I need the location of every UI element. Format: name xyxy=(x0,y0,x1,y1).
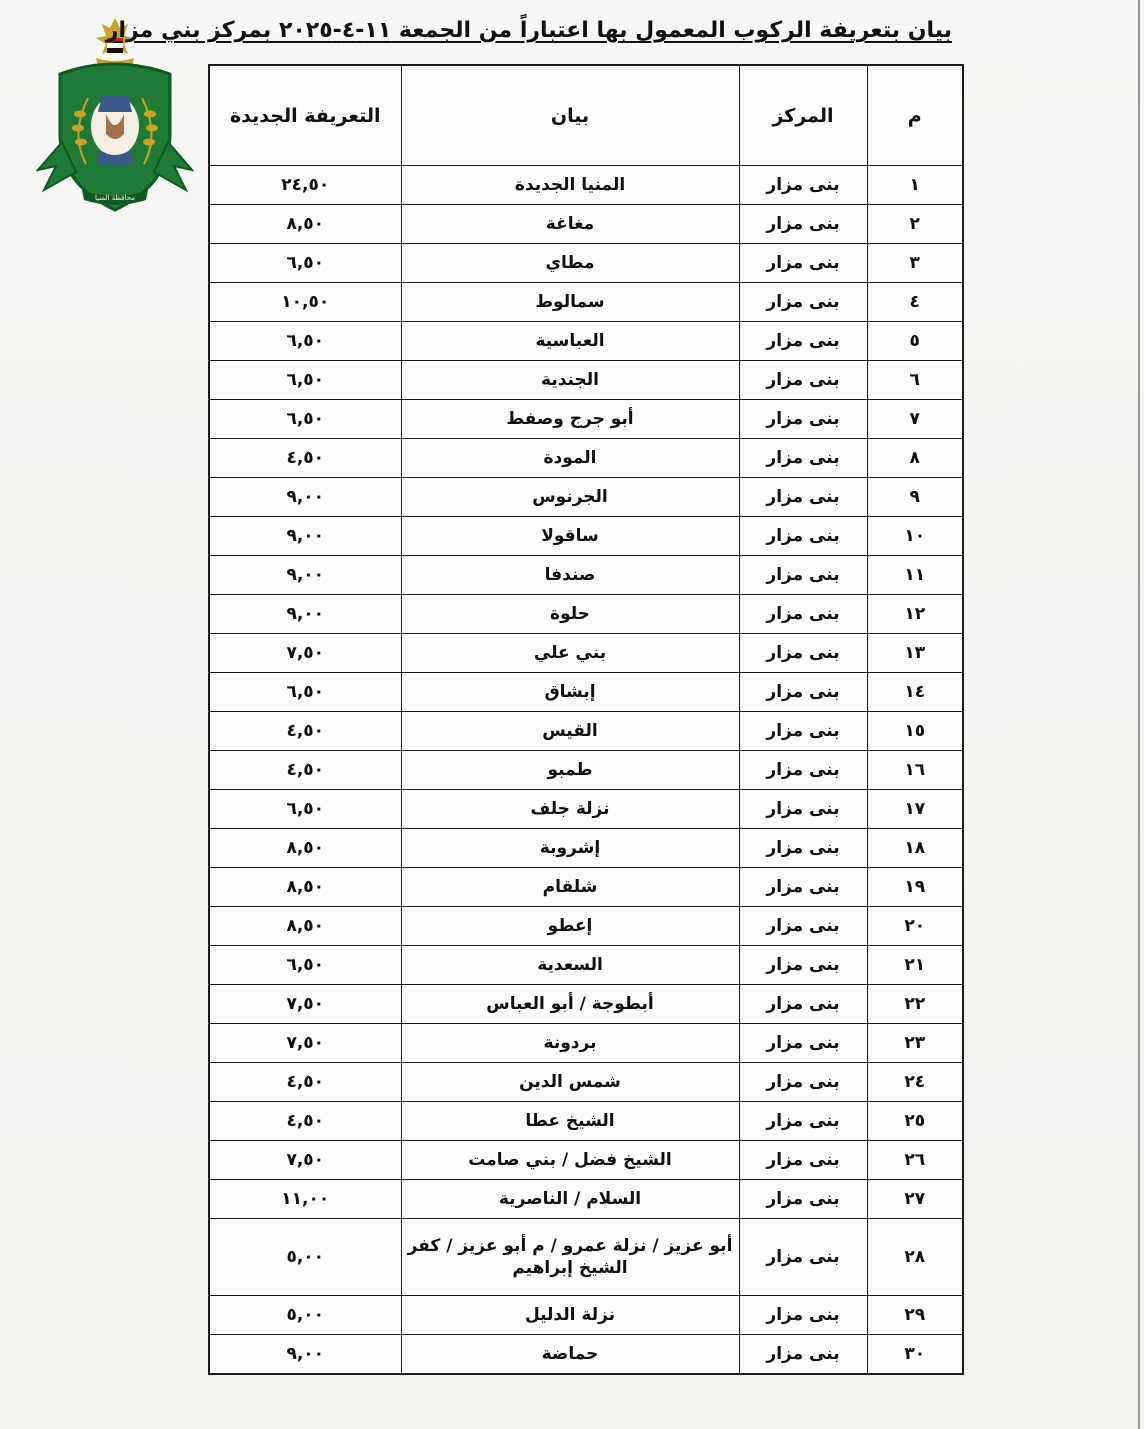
row-center-cell: بنى مزار xyxy=(739,634,867,673)
row-fare-cell: ٨,٥٠ xyxy=(209,868,401,907)
row-fare-cell: ٤,٥٠ xyxy=(209,751,401,790)
row-description-cell: القيس xyxy=(401,712,739,751)
row-num-cell: ٣٠ xyxy=(867,1335,963,1375)
row-num-cell: ٢ xyxy=(867,205,963,244)
row-num-cell: ١١ xyxy=(867,556,963,595)
table-row xyxy=(209,1180,963,1219)
row-center-cell: بنى مزار xyxy=(739,1296,867,1335)
row-fare-cell: ٩,٠٠ xyxy=(209,478,401,517)
row-description-cell: بني علي xyxy=(401,634,739,673)
table-row xyxy=(209,634,963,673)
row-description-cell: نزلة الدليل xyxy=(401,1296,739,1335)
table-row xyxy=(209,595,963,634)
row-num-cell: ١٠ xyxy=(867,517,963,556)
row-num-cell: ١٢ xyxy=(867,595,963,634)
row-num-cell: ٧ xyxy=(867,400,963,439)
table-body xyxy=(209,166,963,1375)
row-description-cell: شلقام xyxy=(401,868,739,907)
table-row xyxy=(209,1141,963,1180)
row-center-cell: بنى مزار xyxy=(739,205,867,244)
row-fare-cell: ٩,٠٠ xyxy=(209,556,401,595)
row-num-cell: ٢٥ xyxy=(867,1102,963,1141)
row-fare-cell: ٤,٥٠ xyxy=(209,712,401,751)
row-description-cell: المنيا الجديدة xyxy=(401,166,739,205)
header-num: م xyxy=(867,65,963,166)
row-fare-cell: ٩,٠٠ xyxy=(209,517,401,556)
row-description-cell: مغاغة xyxy=(401,205,739,244)
row-center-cell: بنى مزار xyxy=(739,283,867,322)
row-fare-cell: ٦,٥٠ xyxy=(209,673,401,712)
row-description-cell: طمبو xyxy=(401,751,739,790)
row-center-cell: بنى مزار xyxy=(739,985,867,1024)
header-new-fare: التعريفة الجديدة xyxy=(209,65,401,166)
row-description-cell: سمالوط xyxy=(401,283,739,322)
table-row xyxy=(209,907,963,946)
row-description-cell: أبطوجة / أبو العباس xyxy=(401,985,739,1024)
document-title: بيان بتعريفة الركوب المعمول بها اعتباراً من الجمعة ١١-٤-٢٠٢٥ بمركز بني مزار xyxy=(105,18,952,43)
row-fare-cell: ٦,٥٠ xyxy=(209,946,401,985)
table-row xyxy=(209,790,963,829)
row-description-cell: مطاي xyxy=(401,244,739,283)
row-description-cell: بردونة xyxy=(401,1024,739,1063)
emblem-caption: محافظة المنيا xyxy=(95,194,135,202)
row-center-cell: بنى مزار xyxy=(739,751,867,790)
row-fare-cell: ٧,٥٠ xyxy=(209,1024,401,1063)
table-row xyxy=(209,400,963,439)
page-edge-line xyxy=(1138,0,1140,1429)
table-row xyxy=(209,166,963,205)
table-row xyxy=(209,478,963,517)
row-fare-cell: ٥,٠٠ xyxy=(209,1296,401,1335)
row-center-cell: بنى مزار xyxy=(739,478,867,517)
row-description-cell: حلوة xyxy=(401,595,739,634)
table-row xyxy=(209,1335,963,1375)
table-row xyxy=(209,517,963,556)
row-num-cell: ٣ xyxy=(867,244,963,283)
row-center-cell: بنى مزار xyxy=(739,517,867,556)
row-center-cell: بنى مزار xyxy=(739,790,867,829)
row-num-cell: ١٨ xyxy=(867,829,963,868)
row-description-cell: السعدية xyxy=(401,946,739,985)
row-description-cell: الجرنوس xyxy=(401,478,739,517)
row-num-cell: ٢٢ xyxy=(867,985,963,1024)
fare-table-container xyxy=(208,64,962,1375)
row-center-cell: بنى مزار xyxy=(739,946,867,985)
row-fare-cell: ٦,٥٠ xyxy=(209,244,401,283)
row-fare-cell: ٤,٥٠ xyxy=(209,439,401,478)
table-row xyxy=(209,556,963,595)
row-center-cell: بنى مزار xyxy=(739,1180,867,1219)
row-center-cell: بنى مزار xyxy=(739,595,867,634)
row-description-cell: الشيخ عطا xyxy=(401,1102,739,1141)
row-description-cell: ساقولا xyxy=(401,517,739,556)
row-num-cell: ٢٧ xyxy=(867,1180,963,1219)
row-center-cell: بنى مزار xyxy=(739,868,867,907)
row-center-cell: بنى مزار xyxy=(739,1141,867,1180)
table-row xyxy=(209,1063,963,1102)
row-num-cell: ١٤ xyxy=(867,673,963,712)
row-center-cell: بنى مزار xyxy=(739,166,867,205)
row-center-cell: بنى مزار xyxy=(739,400,867,439)
row-fare-cell: ٥,٠٠ xyxy=(209,1219,401,1296)
table-row xyxy=(209,361,963,400)
table-row xyxy=(209,829,963,868)
row-num-cell: ٢١ xyxy=(867,946,963,985)
table-row xyxy=(209,985,963,1024)
row-center-cell: بنى مزار xyxy=(739,1024,867,1063)
row-center-cell: بنى مزار xyxy=(739,361,867,400)
fare-table xyxy=(208,64,964,1375)
row-description-cell: صندفا xyxy=(401,556,739,595)
row-description-cell: حماضة xyxy=(401,1335,739,1375)
row-fare-cell: ٩,٠٠ xyxy=(209,1335,401,1375)
row-center-cell: بنى مزار xyxy=(739,907,867,946)
row-center-cell: بنى مزار xyxy=(739,712,867,751)
row-fare-cell: ١١,٠٠ xyxy=(209,1180,401,1219)
row-description-cell: أبو عزيز / نزلة عمرو / م أبو عزيز / كفر الشيخ إبراهيم xyxy=(401,1219,739,1296)
row-center-cell: بنى مزار xyxy=(739,1335,867,1375)
row-num-cell: ١٦ xyxy=(867,751,963,790)
row-fare-cell: ٤,٥٠ xyxy=(209,1063,401,1102)
row-center-cell: بنى مزار xyxy=(739,244,867,283)
row-description-cell: إبشاق xyxy=(401,673,739,712)
table-row xyxy=(209,751,963,790)
row-fare-cell: ٨,٥٠ xyxy=(209,907,401,946)
row-description-cell: نزلة جلف xyxy=(401,790,739,829)
table-row xyxy=(209,712,963,751)
table-row xyxy=(209,439,963,478)
row-center-cell: بنى مزار xyxy=(739,1063,867,1102)
row-num-cell: ١ xyxy=(867,166,963,205)
table-row xyxy=(209,946,963,985)
row-num-cell: ١٣ xyxy=(867,634,963,673)
row-description-cell: السلام / الناصرية xyxy=(401,1180,739,1219)
row-center-cell: بنى مزار xyxy=(739,829,867,868)
row-num-cell: ٦ xyxy=(867,361,963,400)
row-num-cell: ١٧ xyxy=(867,790,963,829)
nefertiti-bust-icon xyxy=(91,96,139,166)
header-center: المركز xyxy=(739,65,867,166)
row-fare-cell: ٧,٥٠ xyxy=(209,634,401,673)
row-fare-cell: ٤,٥٠ xyxy=(209,1102,401,1141)
row-description-cell: إعطو xyxy=(401,907,739,946)
row-description-cell: الجندية xyxy=(401,361,739,400)
row-num-cell: ٢٠ xyxy=(867,907,963,946)
row-center-cell: بنى مزار xyxy=(739,1102,867,1141)
row-fare-cell: ٦,٥٠ xyxy=(209,322,401,361)
row-fare-cell: ٦,٥٠ xyxy=(209,790,401,829)
table-header-row xyxy=(209,65,963,166)
table-row xyxy=(209,1024,963,1063)
row-fare-cell: ٩,٠٠ xyxy=(209,595,401,634)
row-description-cell: المودة xyxy=(401,439,739,478)
row-fare-cell: ٧,٥٠ xyxy=(209,1141,401,1180)
row-center-cell: بنى مزار xyxy=(739,673,867,712)
table-row xyxy=(209,868,963,907)
row-num-cell: ٤ xyxy=(867,283,963,322)
table-row xyxy=(209,205,963,244)
row-num-cell: ٢٨ xyxy=(867,1219,963,1296)
header-description: بيان xyxy=(401,65,739,166)
row-fare-cell: ٨,٥٠ xyxy=(209,205,401,244)
row-fare-cell: ٨,٥٠ xyxy=(209,829,401,868)
row-num-cell: ٢٦ xyxy=(867,1141,963,1180)
row-num-cell: ٩ xyxy=(867,478,963,517)
row-description-cell: الشيخ فضل / بني صامت xyxy=(401,1141,739,1180)
row-description-cell: إشروبة xyxy=(401,829,739,868)
row-center-cell: بنى مزار xyxy=(739,322,867,361)
table-row xyxy=(209,322,963,361)
row-center-cell: بنى مزار xyxy=(739,1219,867,1296)
row-num-cell: ١٩ xyxy=(867,868,963,907)
row-fare-cell: ٢٤,٥٠ xyxy=(209,166,401,205)
table-row xyxy=(209,1296,963,1335)
table-row xyxy=(209,244,963,283)
row-description-cell: شمس الدين xyxy=(401,1063,739,1102)
table-row xyxy=(209,1219,963,1296)
row-num-cell: ٢٩ xyxy=(867,1296,963,1335)
row-num-cell: ٥ xyxy=(867,322,963,361)
table-row xyxy=(209,673,963,712)
row-center-cell: بنى مزار xyxy=(739,439,867,478)
table-row xyxy=(209,1102,963,1141)
row-center-cell: بنى مزار xyxy=(739,556,867,595)
row-description-cell: أبو جرج وصفط xyxy=(401,400,739,439)
table-row xyxy=(209,283,963,322)
row-fare-cell: ٦,٥٠ xyxy=(209,400,401,439)
row-num-cell: ١٥ xyxy=(867,712,963,751)
row-num-cell: ٢٤ xyxy=(867,1063,963,1102)
row-num-cell: ٢٣ xyxy=(867,1024,963,1063)
row-fare-cell: ١٠,٥٠ xyxy=(209,283,401,322)
row-fare-cell: ٧,٥٠ xyxy=(209,985,401,1024)
row-description-cell: العباسية xyxy=(401,322,739,361)
row-fare-cell: ٦,٥٠ xyxy=(209,361,401,400)
row-num-cell: ٨ xyxy=(867,439,963,478)
